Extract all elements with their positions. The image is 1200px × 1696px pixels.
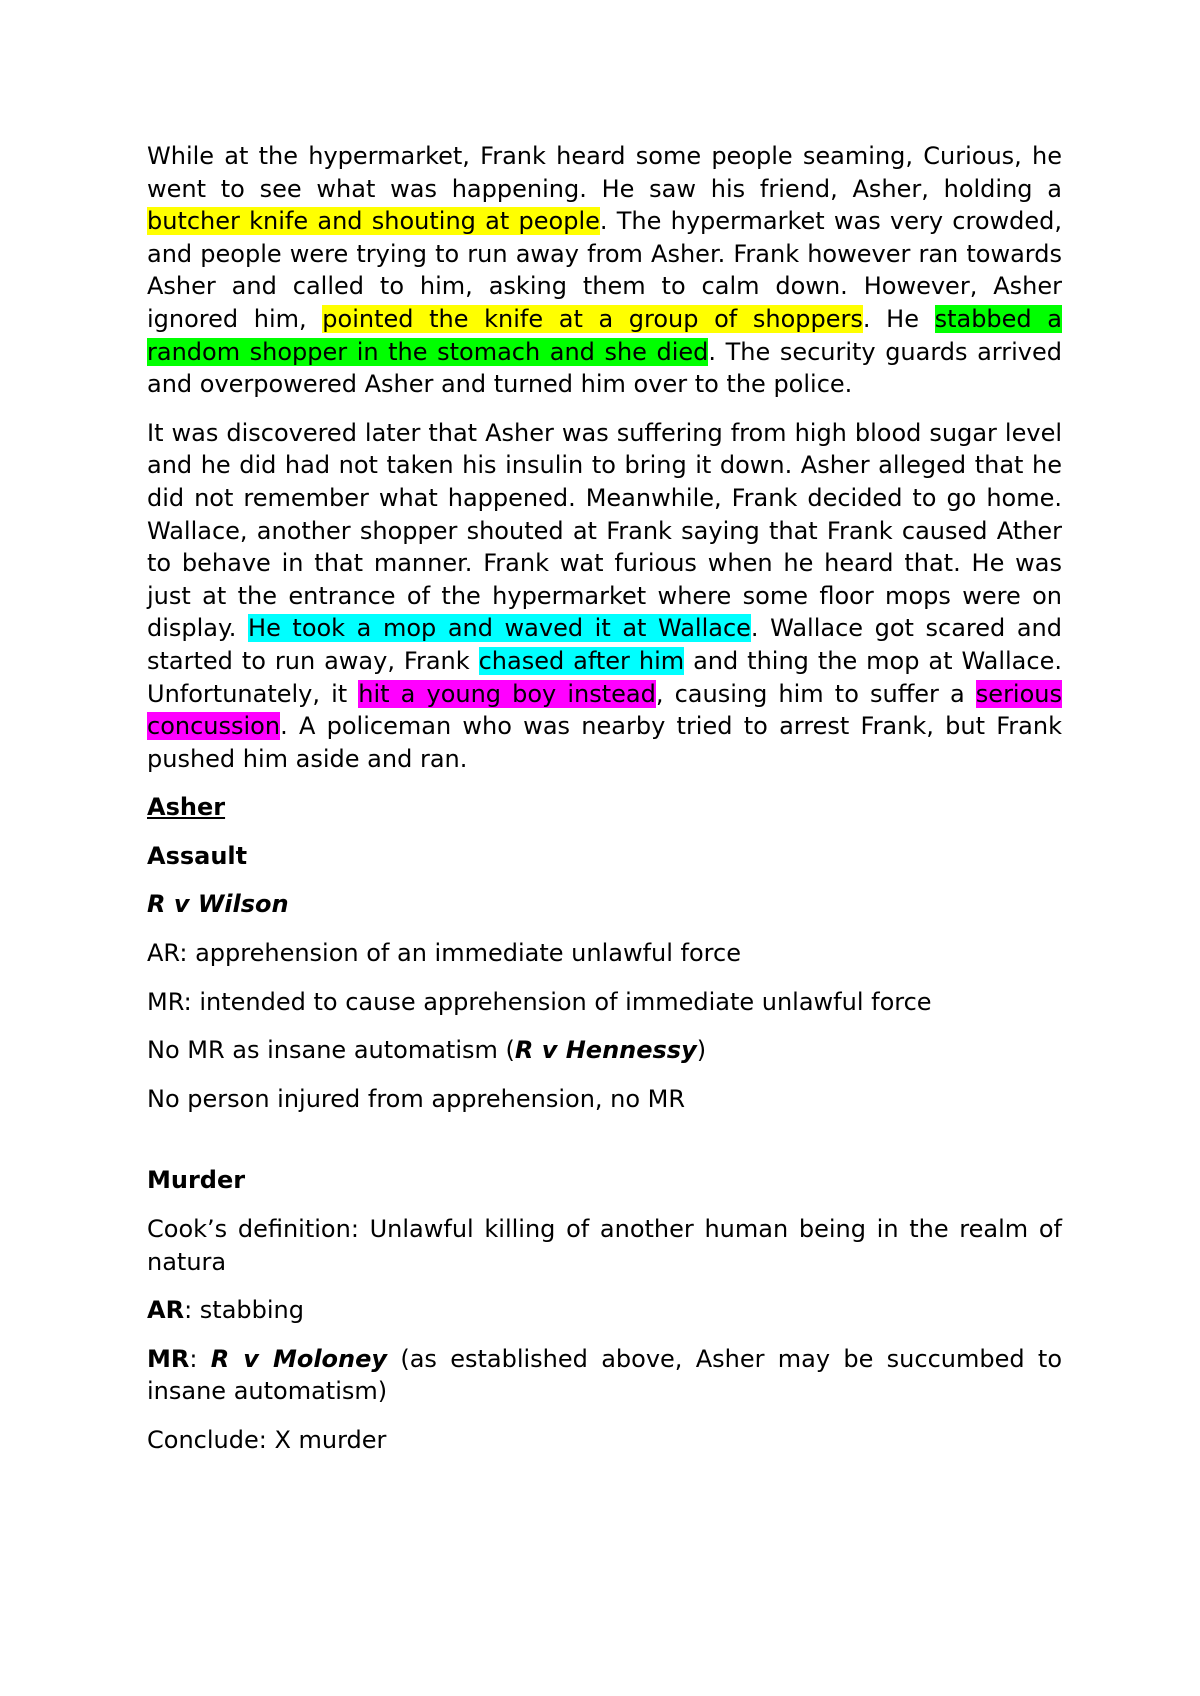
murder-ar: [147, 1294, 1062, 1327]
blank-line: [147, 1131, 1062, 1164]
assault-heading: Assault: [147, 841, 248, 870]
text-run: It was discovered later that Asher was suffering from high blood sugar level and he did had not taken his insulin to bring it down. Asher alleged that he did not remember what happened. Meanwhile, Frank decided to go home. Wallace, another shopper shouted at Frank saying that Frank caused Ather to behave in that manner. Frank wat furious when he heard that. He was just at the entrance of the hypermarket where some floor mops were on display.: [147, 418, 1062, 643]
assault-no-injury: No person injured from apprehension, no MR: [147, 1084, 686, 1113]
facts-paragraph-2: [147, 417, 1062, 776]
highlight-magenta: hit a young boy instead: [358, 679, 656, 708]
mr-label: MR: [147, 1344, 190, 1373]
highlight-magenta: serious concussion: [147, 679, 1062, 741]
highlight-yellow: butcher knife and shouting at people: [147, 207, 600, 236]
text-run: and thing the mop at Wallace. Unfortunately, it: [147, 646, 1062, 708]
highlight-yellow: pointed the knife at a group of shoppers: [322, 304, 863, 333]
facts-paragraph-1: [147, 140, 1062, 401]
murder-mr: [147, 1343, 1062, 1408]
ar-label: AR: [147, 1296, 185, 1325]
highlight-cyan: He took a mop and waved it at Wallace: [248, 614, 751, 643]
case-name: R v Hennessy: [514, 1036, 697, 1065]
highlight-cyan: chased after him: [478, 646, 685, 675]
text-run: : stabbing: [184, 1296, 304, 1325]
text-run: ): [696, 1036, 707, 1065]
case-name: R v Moloney: [210, 1344, 388, 1373]
text-run: . The security guards arrived and overpowered Asher and turned him over to the police.: [147, 337, 1062, 399]
assault-no-mr: [147, 1034, 1062, 1067]
murder-definition: Cook’s definition: Unlawful killing of another human being in the realm of natura: [147, 1215, 1062, 1276]
text-run: . The hypermarket was very crowded, and people were trying to run away from Asher. Frank however ran towards Asher and called to him, asking them to calm down. However, Asher ignored him,: [147, 207, 1062, 333]
text-run: . A policeman who was nearby tried to arrest Frank, but Frank pushed him aside and ran.: [147, 712, 1062, 773]
text-run: :: [189, 1344, 211, 1373]
highlight-green: stabbed a random shopper in the stomach and she died: [147, 304, 1062, 366]
document-page: [147, 140, 1062, 1473]
assault-ar: AR: apprehension of an immediate unlawful force: [147, 939, 741, 968]
murder-heading: Murder: [147, 1166, 246, 1195]
murder-conclusion: Conclude: X murder: [147, 1426, 387, 1454]
text-run: , causing him to suffer a: [655, 679, 976, 708]
assault-mr: MR: intended to cause apprehension of immediate unlawful force: [147, 987, 932, 1016]
text-run: While at the hypermarket, Frank heard some people seaming, Curious, he went to see what was happening. He saw his friend, Asher, holding a: [147, 142, 1062, 203]
assault-case: R v Wilson: [147, 890, 289, 919]
person-heading: Asher: [147, 793, 226, 822]
text-run: . He: [862, 304, 935, 333]
text-run: No MR as insane automatism (: [147, 1036, 515, 1065]
text-run: (as established above, Asher may be succumbed to insane automatism): [147, 1344, 1062, 1406]
text-run: . Wallace got scared and started to run away, Frank: [147, 614, 1062, 675]
